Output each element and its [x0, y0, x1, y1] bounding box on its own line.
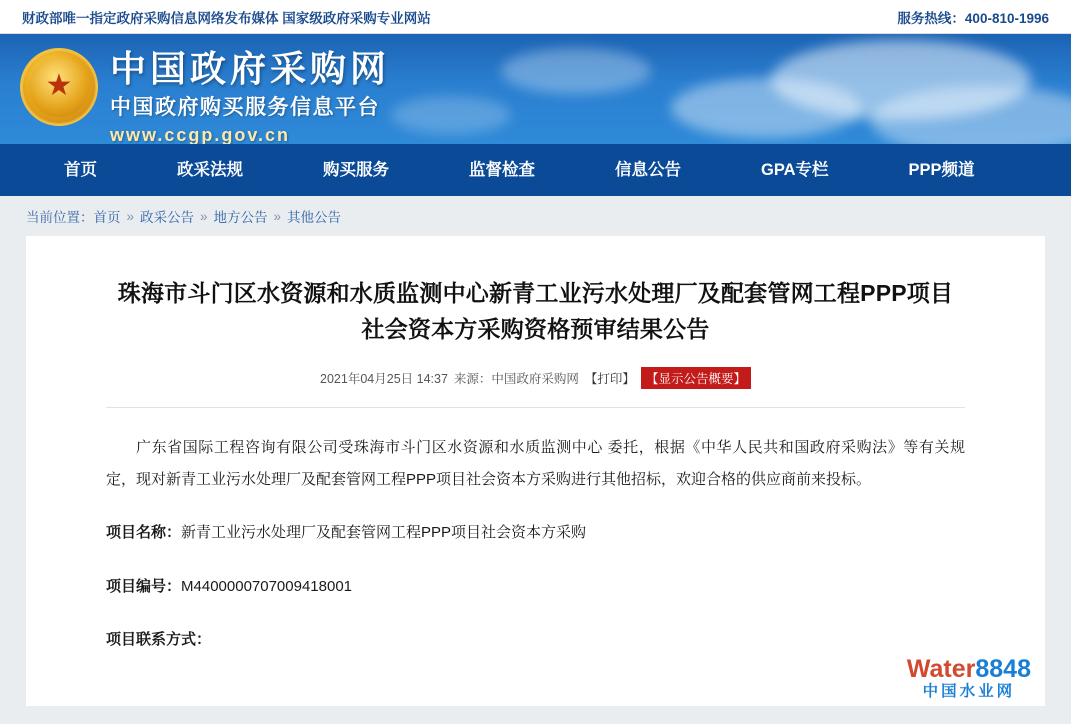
watermark-en	[907, 656, 1031, 682]
nav-item-notices[interactable]: 信息公告	[615, 161, 681, 179]
meta-divider	[106, 407, 965, 408]
page-title-line-1: 珠海市斗门区水资源和水质监测中心新青工业污水处理厂及配套管网工程PPP项目	[117, 280, 954, 306]
nav-item-gpa[interactable]: GPA专栏	[761, 161, 829, 179]
banner-text-block	[110, 50, 390, 144]
watermark-en-part1: Water	[906, 655, 976, 684]
show-summary-badge[interactable]: 【显示公告概要】	[641, 367, 751, 389]
topbar-hotline: 服务热线：400-810-1996	[897, 10, 1049, 26]
article-paragraph: 广东省国际工程咨询有限公司受珠海市斗门区水资源和水质监测中心 委托，根据《中华人民共和国政府采购法》等有关规定，现对新青工业污水处理厂及配套管网工程PPP项目社会资本方采购进行其他招标，欢迎合格的供应商前来投标。	[106, 439, 965, 488]
print-button[interactable]: 【打印】	[584, 372, 635, 387]
breadcrumb-item-procurement-notice[interactable]: 政采公告	[140, 210, 195, 225]
nav-item-supervision[interactable]: 监督检查	[469, 161, 535, 179]
publish-source: 来源：中国政府采购网	[453, 372, 579, 387]
field-project-name-key: 项目名称：	[106, 524, 182, 542]
page-title-line-2: 社会资本方采购资格预审结果公告	[361, 315, 710, 342]
watermark-en-part2: 8848	[975, 655, 1031, 684]
site-title: 中国政府采购网	[110, 48, 391, 89]
topbar-slogan: 财政部唯一指定政府采购信息网络发布媒体 国家级政府采购专业网站	[22, 10, 431, 26]
breadcrumb-item-local-notice[interactable]: 地方公告	[213, 210, 268, 225]
field-project-contact-key: 项目联系方式：	[106, 631, 212, 649]
article-body	[84, 432, 987, 656]
breadcrumb-item-other-notice[interactable]: 其他公告	[287, 210, 342, 225]
watermark-cn: 中国水业网	[922, 682, 1016, 700]
site-url: www.ccgp.gov.cn	[110, 124, 291, 144]
site-subtitle: 中国政府购买服务信息平台	[110, 95, 380, 119]
field-project-number	[106, 571, 965, 603]
site-banner	[0, 34, 1071, 144]
field-project-number-key: 项目编号：	[106, 577, 182, 595]
main-navigation	[0, 144, 1071, 196]
breadcrumb-separator: »	[126, 208, 135, 224]
page-title	[84, 270, 987, 347]
breadcrumb-item-home[interactable]: 首页	[93, 210, 121, 225]
field-project-contact	[106, 624, 965, 656]
article-card	[26, 236, 1045, 706]
publish-datetime: 2021年04月25日 14:37	[320, 372, 448, 387]
article-meta	[84, 367, 987, 389]
breadcrumb-label: 当前位置：	[26, 210, 94, 225]
breadcrumb	[0, 196, 1071, 236]
watermark	[907, 656, 1031, 700]
breadcrumb-separator: »	[200, 208, 208, 224]
nav-item-services[interactable]: 购买服务	[323, 161, 389, 179]
breadcrumb-separator: »	[273, 208, 282, 224]
nav-item-regulations[interactable]: 政采法规	[177, 161, 243, 179]
nav-item-ppp[interactable]: PPP频道	[908, 161, 975, 179]
top-info-bar	[0, 0, 1071, 34]
field-project-number-value: M4400000707009418001	[181, 577, 353, 595]
nav-item-home[interactable]: 首页	[64, 161, 97, 179]
field-project-name	[106, 517, 965, 549]
national-emblem-icon	[20, 48, 98, 126]
field-project-name-value: 新青工业污水处理厂及配套管网工程PPP项目社会资本方采购	[181, 524, 587, 542]
